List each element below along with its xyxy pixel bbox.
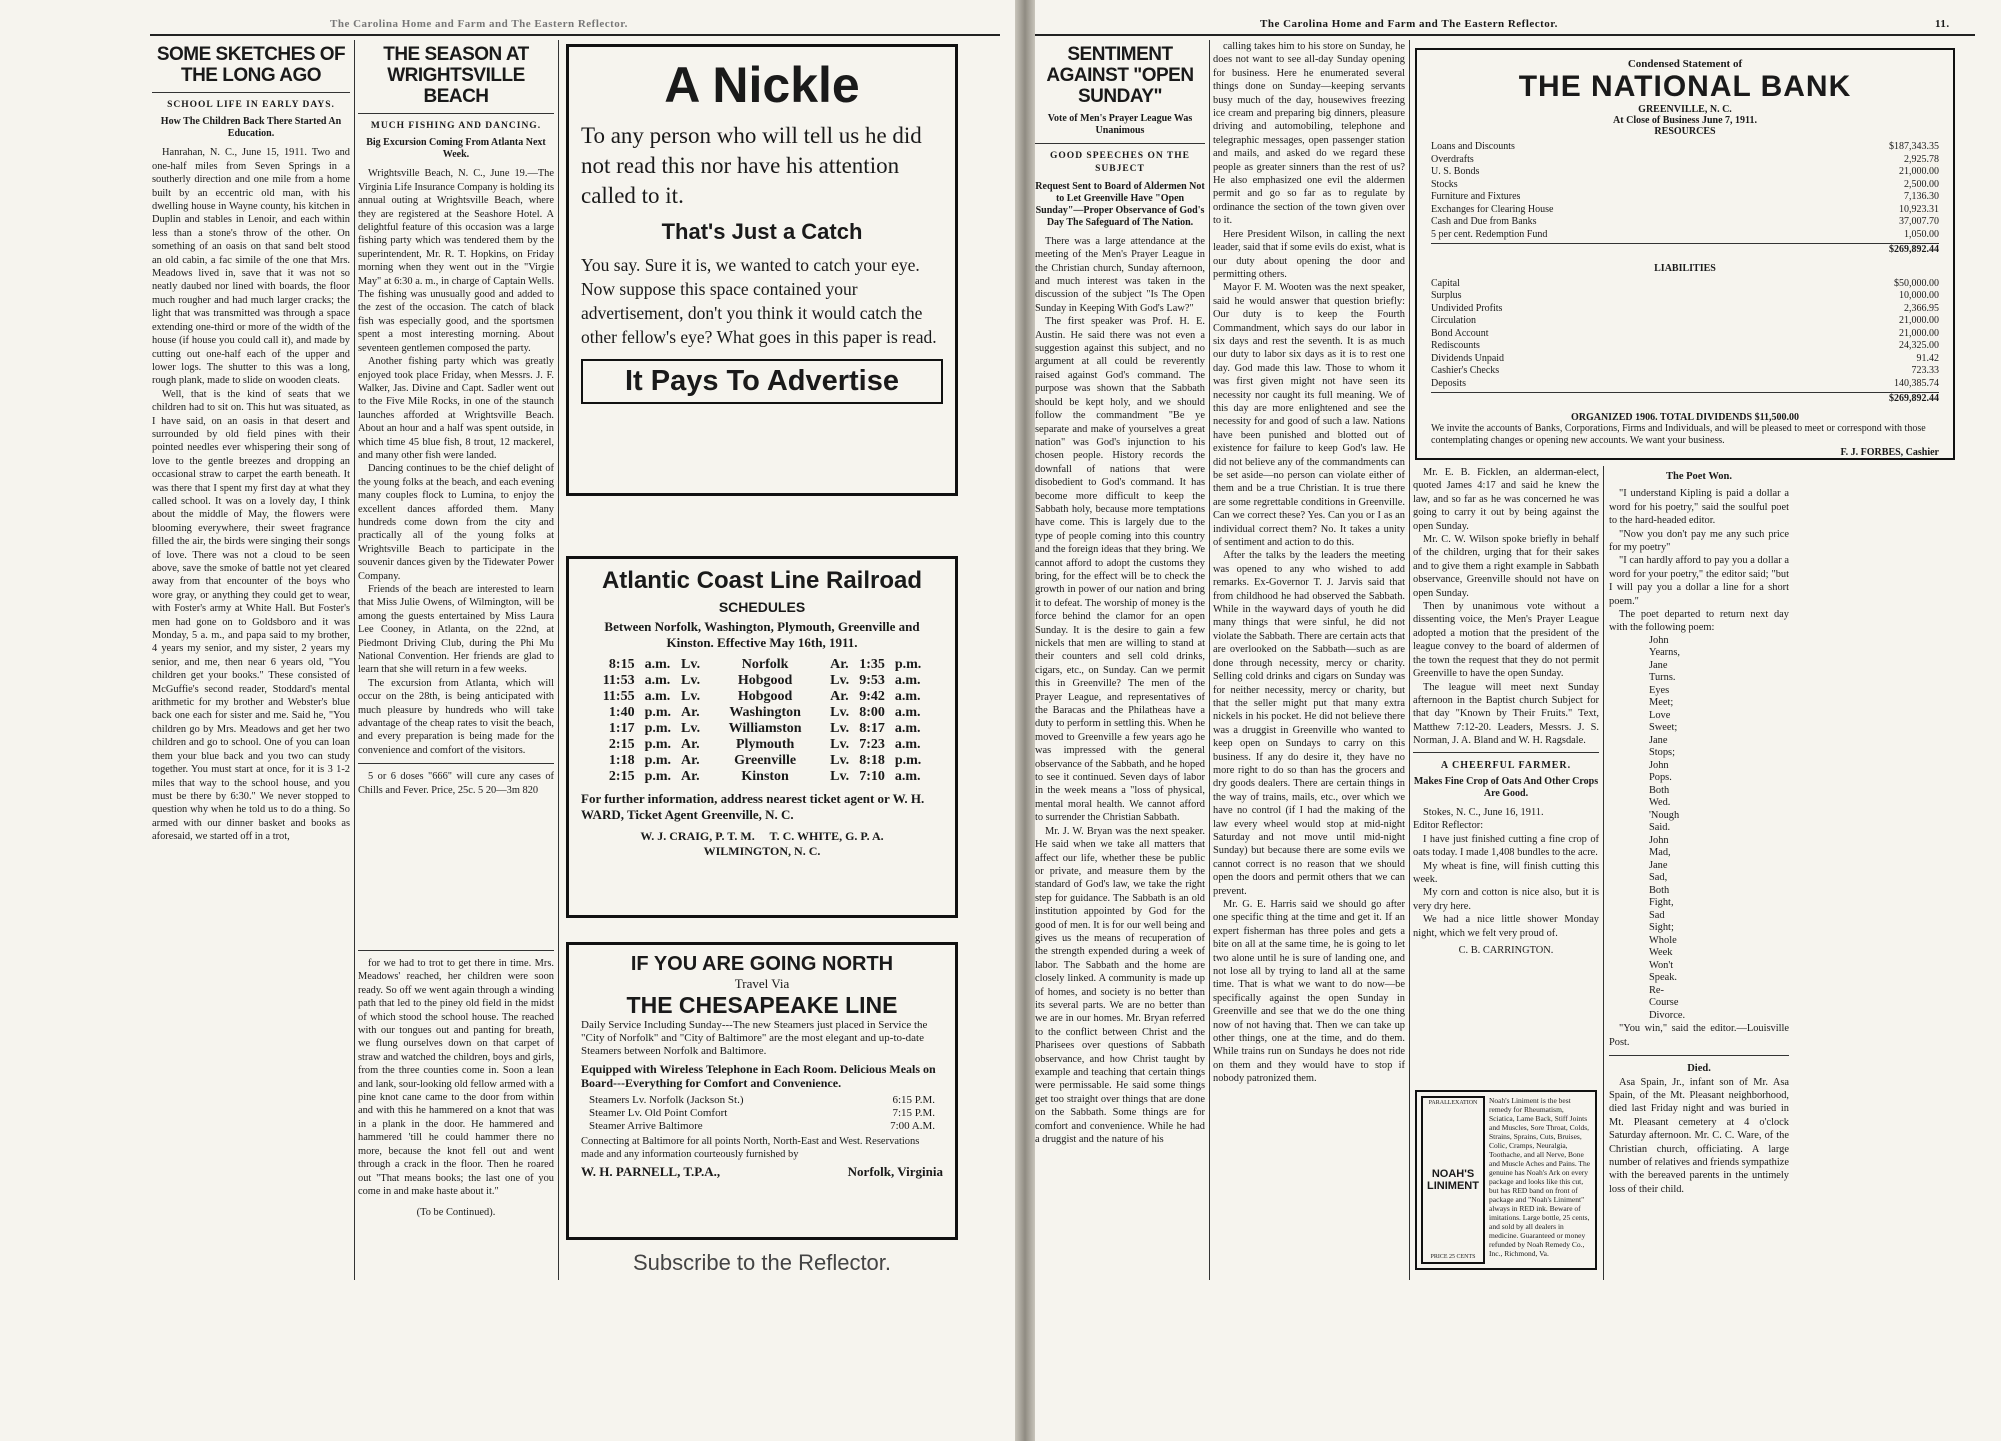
sketches-headline: SOME SKETCHES OF THE LONG AGO bbox=[156, 44, 346, 86]
bank-item-label: 5 per cent. Redemption Fund bbox=[1431, 228, 1548, 240]
poem-line: Wed. bbox=[1649, 797, 1671, 809]
bank-item-label: Cash and Due from Banks bbox=[1431, 216, 1537, 227]
sentiment-paragraph: calling takes him to his store on Sunday, he does not want to see all-day Sunday opening for business. Here he enumerated several things done on Sunday—keeping servants busy much of the day, housewives freezing ice cream and preparing big dinners, pleasure driving and automobiling, telephone and telegraphic messages, open passenger station and mails, and asked do we regard these people as greater sinners than the rest of us? He also emphasized one evil the aldermen permit and go so far as to regulate by ordinance the section of the town given over to it. bbox=[1213, 41, 1405, 227]
railroad-info: For further information, address nearest ticket agent or W. H. WARD, Ticket Agent Greenville, N. C. bbox=[581, 791, 925, 822]
schedule-cell: a.m. bbox=[894, 737, 921, 752]
chesapeake-connect: Connecting at Baltimore for all points North, North-East and West. Reservations made and any information courteously furnished by bbox=[581, 1136, 920, 1160]
schedule-cell: 11:55 bbox=[602, 689, 635, 704]
poem-line: Divorce. bbox=[1649, 1009, 1686, 1021]
schedule-cell: Lv. bbox=[830, 705, 850, 720]
poem-line: 'Nough bbox=[1649, 809, 1680, 821]
schedule-cell: p.m. bbox=[644, 737, 672, 752]
poet-paragraph: "I can hardly afford to pay you a dollar a word for your poetry," the editor said; "but I will pay you a dollar a line for a short poem." bbox=[1609, 555, 1789, 607]
poem-line: Speak. bbox=[1649, 972, 1677, 984]
bank-line-item bbox=[1431, 303, 1939, 316]
season-paragraph: Wrightsville Beach, N. C., June 19.—The Virginia Life Insurance Company is holding its annual outing at Wrightsville Beach, where they are registered at the Seashore Hotel. A delightful feature of this occasion was a large fishing party which was tendered them by the superintendent, Mr. R. T. Hopkins, on Friday morning when they went out in the "Virgie May" at 6:30 a. m., in charge of Captain Wells. The fishing was unusually good and added to the zest of the occasion. The catch of black fish was especially good, and the sportsmen spent a most interesting morning. About seventeen gentlemen composed the party. bbox=[358, 168, 554, 354]
bank-item-amount: 21,000.00 bbox=[1899, 166, 1939, 177]
sentiment-article bbox=[1035, 40, 1205, 1280]
sketches-subhead: SCHOOL LIFE IN EARLY DAYS. bbox=[152, 92, 350, 112]
schedule-cell: a.m. bbox=[644, 657, 671, 672]
poem-line: Sad, bbox=[1649, 872, 1668, 884]
poem-line: Both bbox=[1649, 784, 1670, 796]
poet-paragraph: "I understand Kipling is paid a dollar a word for his poetry," said the soulful poet to the hard-headed editor. bbox=[1609, 488, 1789, 527]
poem-line: Love bbox=[1649, 709, 1671, 721]
poem-line: Stops; bbox=[1649, 747, 1675, 759]
bank-item-label: Exchanges for Clearing House bbox=[1431, 203, 1554, 215]
bank-line-item bbox=[1431, 353, 1939, 366]
right-running-header: The Carolina Home and Farm and The Eastern Reflector. bbox=[1260, 18, 1558, 30]
sentiment-deck-2: Request Sent to Board of Aldermen Not to Let Greenville Have "Open Sunday"—Proper Observance of God's Day The Safeguard of The Nation. bbox=[1035, 180, 1205, 228]
column-rule bbox=[1603, 466, 1604, 1280]
schedule-cell: Lv. bbox=[681, 657, 701, 672]
bank-item-label: Undivided Profits bbox=[1431, 302, 1503, 314]
bank-date: At Close of Business June 7, 1911. bbox=[1613, 115, 1757, 126]
poem-line: Eyes bbox=[1649, 684, 1670, 696]
bank-item-amount: 723.33 bbox=[1911, 365, 1939, 376]
bank-line-item bbox=[1431, 315, 1939, 328]
chesapeake-agent: W. H. PARNELL, T.P.A., bbox=[581, 1164, 721, 1179]
schedule-cell: Ar. bbox=[681, 737, 700, 752]
sentiment-paragraph: The first speaker was Prof. H. E. Austin. He said there was not even a suggestion against this subject, and no argument at all could be reverently raised against God's command. The purpose was shown that the Sabbath should be kept holy, and we should follow the commandment "Be ye separate and make of yourselves a great nation" was God's injunction to his chosen people. History records the downfall of nations that were disobedient to God's command. It has become more difficult to keep the Sabbath holy, because more temptations have come. This is largely due to the type of people coming into this country and the foreign ideas that they bring. We cannot afford to adopt the customs they bring, for the effect will be to check the growth in power of our nation and bring it to defeat. The worship of money is the force behind the clamor for an open Sunday. It is the desire to gain a few nickels that men are willing to stand at their counters and sell cold drinks, cigars, etc., on Sunday. Can we permit this in Greenville? The men of the Prayer League, and representatives of the Baracas and the Philatheas have a duty to perform in settling this. When he moved to Greenville a few years ago he was impressed with the general observance of the Sabbath, and he hoped to see it continued. Seven days of labor in the week means a "loss of physical, mental moral health. We cannot afford to surrender the Christian Sabbath. bbox=[1035, 316, 1205, 824]
noahs-liniment-ad bbox=[1415, 1090, 1597, 1270]
poem-line: John bbox=[1649, 834, 1669, 846]
schedule-cell: Norfolk bbox=[741, 657, 789, 672]
bank-item-amount: 2,366.95 bbox=[1904, 302, 1939, 314]
bank-item-label: Deposits bbox=[1431, 377, 1466, 389]
poet-article bbox=[1609, 466, 1789, 1286]
farmer-deck: Makes Fine Crop of Oats And Other Crops Are Good. bbox=[1413, 775, 1599, 799]
schedule-cell: 7:10 bbox=[859, 769, 885, 784]
schedule-cell: Ar. bbox=[830, 689, 849, 704]
header-rule bbox=[1035, 34, 1975, 36]
bank-item-label: Stocks bbox=[1431, 178, 1458, 190]
died-text: Asa Spain, Jr., infant son of Mr. Asa Spain, of the Mt. Pleasant neighborhood, died last Friday night and was buried in Mt. Pleasant cemetery at 4 o'clock Saturday afternoon. Mr. C. C. Ware, of the Christian church, officiating. A large number of relatives and friends sympathize with the bereaved parents in the untimely loss of their child. bbox=[1609, 1076, 1789, 1195]
poem-line: John bbox=[1649, 759, 1669, 771]
poem-line: Sweet; bbox=[1649, 722, 1678, 734]
schedule-cell: Lv. bbox=[830, 753, 850, 768]
schedule-row bbox=[598, 689, 927, 705]
bank-item-amount: 37,007.70 bbox=[1899, 216, 1939, 227]
schedule-row bbox=[598, 753, 927, 769]
poem-line: Jane bbox=[1649, 734, 1668, 746]
schedule-table bbox=[598, 657, 927, 785]
bank-item-label: Furniture and Fixtures bbox=[1431, 191, 1521, 202]
schedule-row bbox=[598, 673, 927, 689]
poem-line: Whole bbox=[1649, 934, 1677, 946]
schedule-cell: 1:40 bbox=[608, 705, 635, 720]
sketches-continuation bbox=[358, 950, 554, 1287]
right-page bbox=[1035, 0, 2001, 1441]
chesapeake-agent-row bbox=[581, 1164, 943, 1180]
schedule-row bbox=[598, 705, 927, 721]
schedule-cell: 11:53 bbox=[602, 673, 635, 688]
schedule-cell: Lv. bbox=[830, 769, 850, 784]
schedule-cell: a.m. bbox=[894, 689, 921, 704]
farmer-paragraph: My wheat is fine, will finish cutting this week. bbox=[1413, 860, 1599, 885]
schedule-cell: Lv. bbox=[830, 673, 850, 688]
sketches-article bbox=[152, 40, 350, 1280]
schedule-cell: Ar. bbox=[681, 705, 700, 720]
poet-paragraph: The poet departed to return next day with the following poem: bbox=[1609, 609, 1789, 634]
steamer-stop: Steamer Lv. Old Point Comfort bbox=[589, 1107, 728, 1119]
schedule-cell: Lv. bbox=[830, 737, 850, 752]
schedule-cell: Greenville bbox=[734, 753, 797, 768]
resources-total-row bbox=[1431, 243, 1939, 257]
sketches-paragraph: Well, that is the kind of seats that we children had to sit on. This hut was situated, as I have said, on an oasis in that desert and surrounded by old field pines with their pointed needles ever whispering their song of love to the gentle breezes and dropping an occasional straw to carpet the earth beneath. It was there that I spent my first day at what they called school. It was on a lovely day, I think about the middle of May, the flowers were blooming everywhere, their sweet fragrance filled the air, the birds were singing their songs of love. There was not a cloud to be seen above, save the smoke of battle not yet cleared away from that encounter of the boys who wore gray, or anything they could get to wear, with Foster's army at White Hall. But Foster's men had gone on to Goldsboro and it was Monday, 5 a. m., and papa said to my brother, 4 years my senior, and my sister, 2 years my senior, and me, then near 6 years old, "You children get your books." These consisted of McGuffie's second reader, Stoddard's mental arithmetic for my brother and Webster's blue back one each for sister and me. Said he, "You children go by Mrs. Meadows and get her two children and go to school. One of you can loan them your blue back and you two can study together. You must start at once, for it is 3 1-2 miles that way to the school house, and you must be there by 6:30." We never stopped to question why when he told us to do a thing. So armed with our dinner basket and books as aforesaid, we started off in a trot, bbox=[152, 388, 350, 843]
railroad-title: Atlantic Coast Line Railroad bbox=[601, 567, 923, 594]
farmer-paragraph: My corn and cotton is nice also, but it is very dry here. bbox=[1413, 887, 1599, 912]
bank-line-item bbox=[1431, 179, 1939, 192]
nickle-ad bbox=[566, 44, 958, 496]
schedule-cell: Ar. bbox=[830, 657, 849, 672]
sentiment-paragraph: Mr. E. B. Ficklen, an alderman-elect, quoted James 4:17 and said he knew the law, and so far as he was concerned he was going to carry it out by being against the open Sunday. bbox=[1413, 467, 1599, 532]
bank-item-label: Bond Account bbox=[1431, 327, 1489, 339]
bank-cashier: F. J. FORBES, Cashier bbox=[1840, 446, 1939, 458]
sentiment-headline: SENTIMENT AGAINST "OPEN SUNDAY" bbox=[1046, 44, 1194, 107]
schedule-cell: 2:15 bbox=[608, 769, 635, 784]
poem-line: Pops. bbox=[1649, 772, 1672, 784]
season-headline: THE SEASON AT WRIGHTSVILLE BEACH bbox=[383, 44, 529, 107]
schedule-cell: p.m. bbox=[644, 721, 672, 736]
schedule-cell: p.m. bbox=[644, 705, 672, 720]
bank-item-amount: 2,500.00 bbox=[1904, 178, 1939, 190]
bank-item-label: Cashier's Checks bbox=[1431, 365, 1500, 376]
chesapeake-agent-city: Norfolk, Virginia bbox=[847, 1164, 943, 1179]
bank-heading: Condensed Statement of bbox=[1627, 58, 1743, 70]
bank-organized: ORGANIZED 1906. TOTAL DIVIDENDS $11,500.00 bbox=[1570, 411, 1800, 423]
schedule-cell: 8:18 bbox=[859, 753, 885, 768]
schedule-cell: a.m. bbox=[894, 721, 921, 736]
railroad-city: WILMINGTON, N. C. bbox=[703, 844, 821, 858]
sentiment-article-end bbox=[1413, 466, 1599, 1066]
bank-item-label: Loans and Discounts bbox=[1431, 141, 1515, 152]
left-running-header: The Carolina Home and Farm and The Eastern Reflector. bbox=[330, 18, 628, 30]
schedule-cell: p.m. bbox=[644, 753, 672, 768]
poem-line: Sad bbox=[1649, 909, 1665, 921]
nickle-catch: That's Just a Catch bbox=[661, 219, 863, 244]
bank-item-label: Overdrafts bbox=[1431, 153, 1474, 165]
bank-line-item bbox=[1431, 154, 1939, 167]
bank-item-amount: 21,000.00 bbox=[1899, 315, 1939, 326]
header-rule bbox=[150, 34, 1000, 36]
bank-item-amount: 140,385.74 bbox=[1894, 377, 1939, 389]
schedule-cell: Ar. bbox=[681, 769, 700, 784]
nickle-title: A Nickle bbox=[664, 57, 860, 113]
noahs-price: PRICE 25 CENTS bbox=[1430, 1254, 1476, 1260]
steamer-time: 7:00 A.M. bbox=[890, 1120, 935, 1132]
bank-line-item bbox=[1431, 204, 1939, 217]
bank-line-item bbox=[1431, 378, 1939, 391]
season-paragraph: The excursion from Atlanta, which will occur on the 28th, is being anticipated with much pleasure by hundreds who will take advantage of the cheap rates to visit the beach, and every preparation is being made for the convenience and comfort of the visitors. bbox=[358, 677, 554, 756]
bank-line-item bbox=[1431, 278, 1939, 291]
schedule-row bbox=[598, 721, 927, 737]
schedule-cell: 8:15 bbox=[608, 657, 635, 672]
chesapeake-line2: Travel Via bbox=[734, 976, 790, 991]
poem-line: Sight; bbox=[1649, 922, 1674, 934]
chesapeake-equipped: Equipped with Wireless Telephone in Each Room. Delicious Meals on Board---Everything for Comfort and Convenience. bbox=[581, 1062, 936, 1090]
resources-total: $269,892.44 bbox=[1889, 244, 1939, 255]
nickle-body-2: You say. Sure it is, we wanted to catch your eye. Now suppose this space contained your advertisement, don't you think it would catch the other fellow's eye? What goes in this paper is read. bbox=[581, 255, 937, 347]
schedule-cell: 1:18 bbox=[608, 753, 635, 768]
season-subhead: MUCH FISHING AND DANCING. bbox=[358, 113, 554, 133]
schedule-cell: Hobgood bbox=[737, 689, 793, 704]
bank-statement-ad bbox=[1415, 48, 1955, 460]
steamer-time: 6:15 P.M. bbox=[892, 1094, 935, 1106]
bank-item-amount: 24,325.00 bbox=[1899, 340, 1939, 351]
schedule-cell: Lv. bbox=[681, 689, 701, 704]
sentiment-paragraph: Mr. J. W. Bryan was the next speaker. He said when we take all matters that affect our life, whether these be public or private, and measure them by the standard of God's law, we take the right step for guidance. The Sabbath is an old institution appointed by God for the good of men. It is for our well being and gives us the means of recuperation of the strength expended during a week of labor. The Sabbath and the home are closely linked. A community is made up of homes, and society is no better than its several parts. We are no better than we are in our homes. Mr. Bryan referred to the conflict between Christ and the Pharisees over questions of Sabbath observance, and how Christ taught by example and teaching that certain things were permissable. He said some things get too straight over things that are done on the Sabbath. Some things are for comfort and convenience. While he had a druggist and the nature of his bbox=[1035, 825, 1205, 1146]
schedule-cell: a.m. bbox=[644, 689, 671, 704]
poem-line: Won't bbox=[1649, 959, 1674, 971]
sentiment-paragraph: There was a large attendance at the meeting of the Men's Prayer League in the Christian church, Sunday afternoon, and much interest was taken in the discussion of the subject "Is The Open Sunday in Keeping With God's Law?" bbox=[1035, 235, 1205, 314]
schedule-cell: Williamston bbox=[728, 721, 802, 736]
poem-line: Course bbox=[1649, 997, 1679, 1009]
it-pays-slogan: It Pays To Advertise bbox=[581, 359, 943, 404]
bank-line-item bbox=[1431, 166, 1939, 179]
poem-line: Re- bbox=[1649, 984, 1665, 996]
page-number: 11. bbox=[1935, 18, 1950, 30]
poet-paragraph: "Now you don't pay me any such price for my poetry" bbox=[1609, 528, 1789, 554]
bank-line-item bbox=[1431, 141, 1939, 154]
liabilities-list bbox=[1431, 278, 1939, 391]
bank-line-item bbox=[1431, 216, 1939, 229]
farmer-title: A CHEERFUL FARMER. bbox=[1413, 752, 1599, 772]
chesapeake-times bbox=[581, 1094, 943, 1133]
bank-item-amount: 1,050.00 bbox=[1904, 228, 1939, 240]
schedule-cell: a.m. bbox=[894, 705, 921, 720]
steamer-time-row bbox=[581, 1120, 943, 1133]
sketches-paragraph: for we had to trot to get there in time. Mrs. Meadows' reached, her children were soon ready. So off we went again through a winding path that led to the piney old field in the midst of which stood the school house. The reached with our tongues out and panting for breath, we flung ourselves down on that carpet of straw and watched the children, boys and girls, from the three counties come in. Soon a lean and lank, sour-looking old fellow armed with a pine knot cane came to the door from within and with this he hammered on a knot that was in a plank in the door. He hammered and hammered 'till he could hammer there no more, because the knot fell out and went through a crack in the floor. Then he roared out "That means books; the last one of you come in and make haste about it." bbox=[358, 958, 554, 1197]
sketches-deck: How The Children Back There Started An Education. bbox=[160, 116, 342, 140]
bank-item-label: U. S. Bonds bbox=[1431, 166, 1480, 177]
bank-item-label: Circulation bbox=[1431, 315, 1476, 326]
poem-line: Meet; bbox=[1649, 697, 1674, 709]
poem-line: Mad, bbox=[1649, 847, 1671, 859]
liabilities-total-row bbox=[1431, 392, 1939, 406]
book-gutter bbox=[1015, 0, 1035, 1441]
bank-invite: We invite the accounts of Banks, Corporations, Firms and Individuals, and will be pleased to meet or correspond with those contemplating changes or opening new accounts. We want your business. bbox=[1431, 422, 1926, 446]
died-title: Died. bbox=[1687, 1063, 1711, 1075]
farmer-signature: C. B. CARRINGTON. bbox=[1458, 945, 1554, 956]
bank-item-amount: $50,000.00 bbox=[1894, 277, 1939, 289]
poet-closing: "You win," said the editor.—Louisville Post. bbox=[1609, 1023, 1789, 1048]
column-rule bbox=[1209, 40, 1210, 1280]
season-article bbox=[358, 40, 554, 940]
liabilities-label: LIABILITIES bbox=[1654, 262, 1716, 274]
schedule-cell: 9:53 bbox=[859, 673, 885, 688]
poem-line: Yearns, bbox=[1649, 647, 1680, 659]
schedule-cell: 8:17 bbox=[859, 721, 885, 736]
steamer-time: 7:15 P.M. bbox=[892, 1107, 935, 1119]
schedule-cell: Lv. bbox=[681, 673, 701, 688]
schedule-cell: 1:17 bbox=[608, 721, 635, 736]
schedule-cell: a.m. bbox=[644, 673, 671, 688]
poem bbox=[1609, 635, 1789, 1023]
poet-title: The Poet Won. bbox=[1665, 471, 1733, 482]
schedule-cell: p.m. bbox=[644, 769, 672, 784]
poem-line: Week bbox=[1649, 947, 1673, 959]
season-paragraph: Friends of the beach are interested to learn that Miss Julie Owens, of Wilmington, will be among the guests entertained by Miss Laura Lee Cooney, in Atlanta, on the 22nd, at Piedmont Driving Club, during the Phi Mu National Convention. Her friends are glad to learn that she will return in a few weeks. bbox=[358, 584, 554, 676]
chesapeake-ad bbox=[566, 942, 958, 1240]
schedule-cell: 7:23 bbox=[859, 737, 885, 752]
noahs-text: Noah's Liniment is the best remedy for Rheumatism, Sciatica, Lame Back, Stiff Joints and Muscles, Sore Throat, Colds, Strains, Sprains, Cuts, Bruises, Colic, Cramps, Neuralgia, Toothache, and all Nerve, Bone and Muscle Aches and Pains. The genuine has Noah's Ark on every package and looks like this cut, but has RED band on front of package and "Noah's Liniment" always in RED ink. Beware of imitations. Large bottle, 25 cents, and sold by all dealers in medicine. Guaranteed or money refunded by Noah Remedy Co., Inc., Richmond, Va. bbox=[1489, 1096, 1591, 1258]
farmer-paragraph: We had a nice little shower Monday night, which we felt very proud of. bbox=[1413, 914, 1599, 939]
chesapeake-line1: IF YOU ARE GOING NORTH bbox=[630, 953, 894, 975]
farmer-paragraph: I have just finished cutting a fine crop of oats today. I made 1,408 bundles to the acre. bbox=[1413, 833, 1599, 859]
season-paragraph: Dancing continues to be the chief delight of the young folks at the beach, and each evening many couples flock to Lumina, to enjoy the excellent dances afforded them. Many hundreds come down from the city and practically all of the young folks at Wrightsville Beach to participate in the souvenir dances given by the Tidewater Power Company. bbox=[358, 463, 554, 582]
nickle-body: To any person who will tell us he did not read this nor have his attention called to it. bbox=[581, 123, 922, 208]
noahs-label-top: PARALLEXATION bbox=[1428, 1100, 1478, 1106]
schedule-cell: Lv. bbox=[830, 721, 850, 736]
schedule-cell: p.m. bbox=[894, 657, 922, 672]
resources-list bbox=[1431, 141, 1939, 241]
farmer-salutation: Editor Reflector: bbox=[1413, 820, 1484, 832]
schedule-cell: 1:35 bbox=[859, 657, 885, 672]
column-rule bbox=[354, 40, 355, 1280]
sentiment-paragraph: Mr. C. W. Wilson spoke briefly in behalf of the children, urging that for their sakes and to give them a right example in Sabbath observance, Greenville should not have on open Sunday. bbox=[1413, 534, 1599, 599]
bank-item-amount: 10,923.31 bbox=[1899, 203, 1939, 215]
chesapeake-title: THE CHESAPEAKE LINE bbox=[626, 992, 898, 1018]
bank-line-item bbox=[1431, 290, 1939, 303]
sentiment-paragraph: After the talks by the leaders the meeting was opened to any who wished to add remarks. Ex-Governor T. J. Jarvis said that from childhood he had observed the Sabbath. While in the wayward days of youth he did many things that were sinful, he did not violate the Sabbath. There are certain acts that are overlooked on the Sabbath—such as are done through necessity, mercy or charity. Selling cold drinks and cigars on Sunday was for neither necessity, mercy or charity, but that the seller might put that many extra nickels in his pocket. He did not believe there was a druggist in Greenville who wanted to keep open on Sundays to carry on this business. If any do desire it, they have no more right to do so than has the grocers and dry goods dealers. There are certain things in the way of trains, mails, etc., over which we have no control (if I had the making of the law every wheel would stop at mid-night Saturday and not move until mid-night Sunday) but because there are some evils we cannot correct is no reason that we should open the doors and permit others that we can prevent. bbox=[1213, 550, 1405, 897]
bank-line-item bbox=[1431, 191, 1939, 204]
schedule-cell: a.m. bbox=[894, 769, 921, 784]
poem-line: Turns. bbox=[1649, 672, 1676, 684]
steamer-stop: Steamer Arrive Baltimore bbox=[589, 1120, 703, 1132]
noahs-brand: NOAH'S LINIMENT bbox=[1427, 1168, 1479, 1192]
bank-item-label: Surplus bbox=[1431, 290, 1462, 301]
schedule-row bbox=[598, 737, 927, 753]
bank-item-amount: 2,925.78 bbox=[1904, 153, 1939, 165]
bank-name: THE NATIONAL BANK bbox=[1518, 70, 1852, 103]
steamer-time-row bbox=[581, 1107, 943, 1120]
sentiment-paragraph: Then by unanimous vote without a dissenting voice, the Men's Prayer League adopted a motion that the president of the league convey to the board of aldermen of the town the request that they do not permit Greenville to have the open Sunday. bbox=[1413, 601, 1599, 680]
sentiment-paragraph: Mayor F. M. Wooten was the next speaker, said he would answer that question briefly: Our duty is to keep the Fourth Commandment, which says do our labor in six days and rest the seventh. It is as much our duty to labor six days as it is to rest one day. God made this law. Those to whom it was first given might not have seen its necessity nor caught its full meaning. We of this day are more enlightened and see the necessity for and good of such a law. Nations have been punished and blotted out of existence for failure to keep God's law. He did not believe any of the commandments can be set aside—no person can violate either of them and be a true Christian. It is true there are some regrettable conditions in Greenville. Can we correct these? Yes. Can you or I as an individual correct them? No. It takes a unity of sentiment and action to do this. bbox=[1213, 282, 1405, 549]
schedule-cell: Hobgood bbox=[737, 673, 793, 688]
sentiment-paragraph: Here President Wilson, in calling the next leader, said that if some evils do exist, what is our duty about opening the door and permitting others. bbox=[1213, 228, 1405, 280]
sentiment-paragraph: Mr. G. E. Harris said we should go after one specific thing at the time and get it. If an expert fisherman has three poles and gets a bite on all at the same time, he is going to let two alone until he is sure of landing one, and not lose all by trying to land all at the same time. That is what we want to do now—be specifically against the open Sunday in Greenville and see that we do the one thing now of not having that. Then we can take up other things, one at the time, and do them. While trains run on Sundays he does not ride on them and they would have to stop if nobody patronized them. bbox=[1213, 899, 1405, 1085]
sentiment-subhead: GOOD SPEECHES ON THE SUBJECT bbox=[1035, 143, 1205, 177]
ad-666: 5 or 6 doses "666" will cure any cases of Chills and Fever. Price, 25c. 5 20—3m 820 bbox=[358, 763, 554, 797]
subscribe-line: Subscribe to the Reflector. bbox=[632, 1250, 892, 1275]
poem-line: John bbox=[1649, 634, 1669, 646]
schedule-cell: Kinston bbox=[741, 769, 789, 784]
schedule-cell: 9:42 bbox=[859, 689, 885, 704]
poem-line: Said. bbox=[1649, 822, 1671, 834]
sketches-paragraph: Hanrahan, N. C., June 15, 1911. Two and one-half miles from Seven Springs in a southerly direction and one mile from a home built by an eccentric old man, with his dwelling house in Wayne county, his kitchen in Duplin and stables in Lenoir, and each within less than a stone's throw of the other. On something of an oasis on that sand belt stood an old cabin, a fac simile of the one that Mrs. Meadows lived in, save that it was not so neatly daubed nor lined with boards, the floor much rougher and had much larger cracks; the light that was transmitted was through a space extending one-third or more of the width of the house (if house you could call it), and made by cutting out one-half each of the upper and lower logs. The shutter to this was a long, rough plank, made to slide on wooden cleats. bbox=[152, 147, 350, 387]
season-deck: Big Excursion Coming From Atlanta Next Week. bbox=[366, 137, 546, 161]
bank-city: GREENVILLE, N. C. bbox=[1638, 104, 1732, 115]
schedule-cell: p.m. bbox=[894, 753, 922, 768]
bank-item-amount: 10,000.00 bbox=[1899, 290, 1939, 301]
sentiment-paragraph: The league will meet next Sunday afternoon in the Baptist church Subject for that day "Known by Their Fruits." Text, Matthew 7:12-20. Leaders, Messrs. J. S. Norman, J. A. Bland and W. H. Ragsdale. bbox=[1413, 681, 1599, 747]
bank-line-item bbox=[1431, 340, 1939, 353]
bank-item-amount: $187,343.35 bbox=[1889, 141, 1939, 152]
poem-line: Jane bbox=[1649, 859, 1668, 871]
bank-line-item bbox=[1431, 328, 1939, 341]
schedule-cell: Lv. bbox=[681, 721, 701, 736]
continued-note: (To be Continued). bbox=[416, 1207, 496, 1219]
railroad-signers: W. J. CRAIG, P. T. M. T. C. WHITE, G. P. A. bbox=[640, 829, 884, 843]
bank-line-item bbox=[1431, 365, 1939, 378]
noahs-bottle-illustration bbox=[1421, 1096, 1485, 1264]
chesapeake-body: Daily Service Including Sunday---The new Steamers just placed in Service the "City of Norfolk" and "City of Baltimore" are the most elegant and up-to-date Steamers between Norfolk and Baltimore. bbox=[581, 1019, 928, 1057]
schedule-cell: a.m. bbox=[894, 673, 921, 688]
bank-line-item bbox=[1431, 229, 1939, 242]
column-rule bbox=[558, 40, 559, 1280]
bank-item-label: Capital bbox=[1431, 277, 1460, 289]
schedule-cell: 2:15 bbox=[608, 737, 635, 752]
schedule-cell: 8:00 bbox=[859, 705, 885, 720]
bank-item-amount: 7,136.30 bbox=[1904, 191, 1939, 202]
schedule-cell: Plymouth bbox=[735, 737, 795, 752]
poem-line: Jane bbox=[1649, 659, 1668, 671]
bank-item-label: Rediscounts bbox=[1431, 340, 1480, 351]
resources-label: RESOURCES bbox=[1654, 126, 1716, 137]
bank-item-amount: 91.42 bbox=[1916, 352, 1939, 364]
bank-item-label: Dividends Unpaid bbox=[1431, 352, 1505, 364]
liabilities-total: $269,892.44 bbox=[1889, 393, 1939, 404]
schedule-cell: Washington bbox=[729, 705, 801, 720]
bank-item-amount: 21,000.00 bbox=[1899, 327, 1939, 339]
divider bbox=[1609, 1055, 1789, 1056]
schedule-row bbox=[598, 769, 927, 785]
railroad-ad bbox=[566, 556, 958, 918]
column-rule bbox=[1409, 40, 1410, 1280]
railroad-route: Between Norfolk, Washington, Plymouth, Greenville and Kinston. Effective May 16th, 1911. bbox=[604, 619, 920, 650]
sentiment-deck-1: Vote of Men's Prayer League Was Unanimous bbox=[1047, 113, 1193, 136]
railroad-subtitle: SCHEDULES bbox=[718, 599, 806, 615]
schedule-row bbox=[598, 657, 927, 673]
poem-line: Both bbox=[1649, 884, 1670, 896]
farmer-dateline: Stokes, N. C., June 16, 1911. bbox=[1423, 806, 1544, 818]
poem-line: Fight, bbox=[1649, 897, 1674, 909]
steamer-stop: Steamers Lv. Norfolk (Jackson St.) bbox=[589, 1094, 744, 1106]
season-paragraph: Another fishing party which was greatly enjoyed took place Friday, when Messrs. J. F. Walker, Jas. Divine and Capt. Sadler went out to the Five Mile Rocks, in one of the staunch launches afforded at Wrightsville Beach. About an hour and a half was spent outside, in which time 45 blue fish, 8 trout, 12 mackerel, and many other fish were landed. bbox=[358, 356, 554, 461]
steamer-time-row bbox=[581, 1094, 943, 1107]
schedule-cell: Ar. bbox=[681, 753, 700, 768]
sentiment-article-cont bbox=[1213, 40, 1405, 1280]
